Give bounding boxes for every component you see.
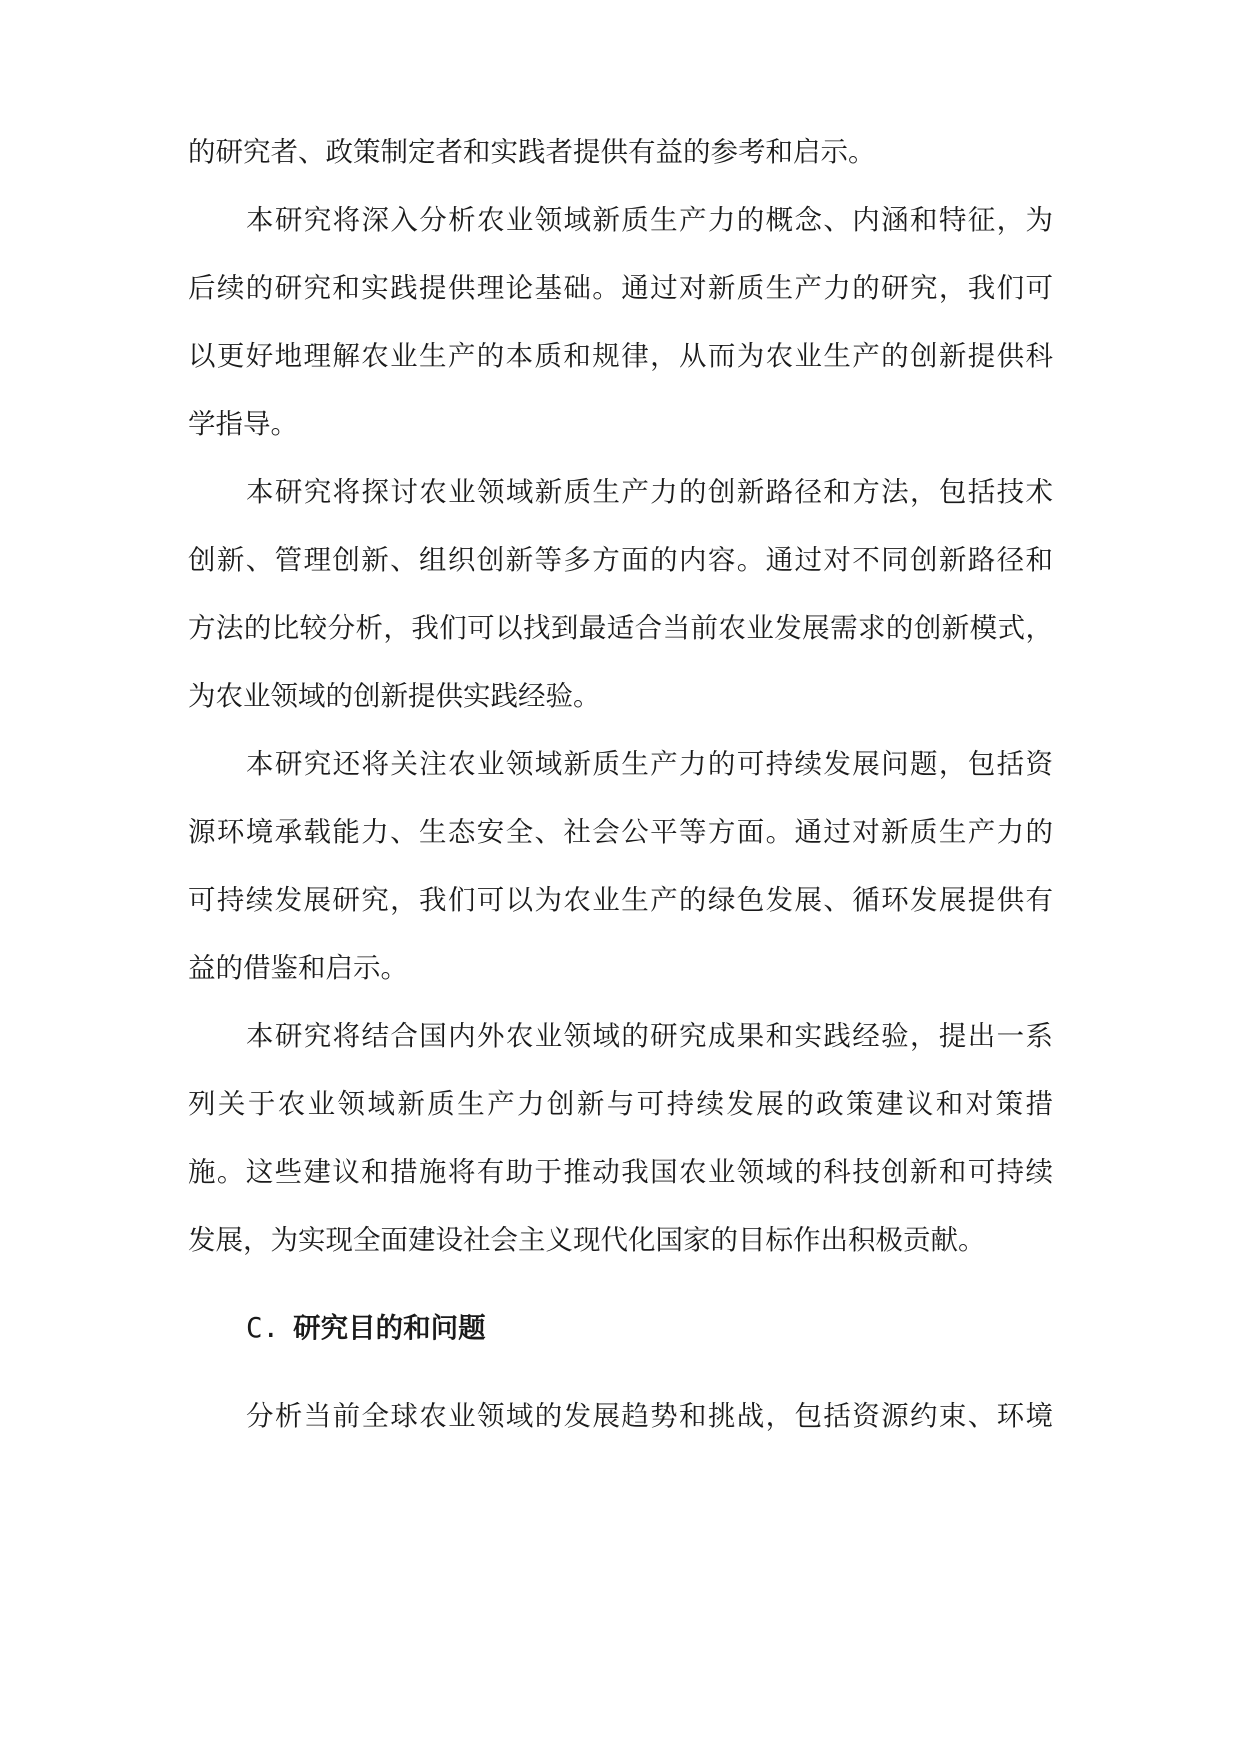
section-title: 研究目的和问题: [293, 1312, 486, 1344]
paragraph-line: 本研究将结合国内外农业领域的研究成果和实践经验，提出一系: [246, 1020, 1053, 1052]
paragraph-line: 为农业领域的创新提供实践经验。: [188, 680, 601, 712]
paragraph-line: 本研究将探讨农业领域新质生产力的创新路径和方法，包括技术: [246, 476, 1053, 508]
paragraph-line: 发展，为实现全面建设社会主义现代化国家的目标作出积极贡献。: [188, 1224, 986, 1256]
paragraph-line: 可持续发展研究，我们可以为农业生产的绿色发展、循环发展提供有: [188, 884, 1053, 916]
paragraph-line: 列关于农业领域新质生产力创新与可持续发展的政策建议和对策措: [188, 1088, 1053, 1120]
paragraph-line: 创新、管理创新、组织创新等多方面的内容。通过对不同创新路径和: [188, 544, 1053, 576]
paragraph-line: 源环境承载能力、生态安全、社会公平等方面。通过对新质生产力的: [188, 816, 1053, 848]
paragraph-line: 施。这些建议和措施将有助于推动我国农业领域的科技创新和可持续: [188, 1156, 1053, 1188]
paragraph-line: 学指导。: [188, 408, 298, 440]
paragraph-line: 方法的比较分析，我们可以找到最适合当前农业发展需求的创新模式，: [188, 612, 1053, 644]
paragraph-line: 益的借鉴和启示。: [188, 952, 408, 984]
paragraph-line: 后续的研究和实践提供理论基础。通过对新质生产力的研究，我们可: [188, 272, 1053, 304]
paragraph-line: 分析当前全球农业领域的发展趋势和挑战，包括资源约束、环境: [246, 1400, 1053, 1432]
section-heading: [246, 1308, 486, 1348]
paragraph-line: 本研究将深入分析农业领域新质生产力的概念、内涵和特征，为: [246, 204, 1053, 236]
paragraph-line: 本研究还将关注农业领域新质生产力的可持续发展问题，包括资: [246, 748, 1053, 780]
paragraph-line: 以更好地理解农业生产的本质和规律，从而为农业生产的创新提供科: [188, 340, 1053, 372]
paragraph-line: 的研究者、政策制定者和实践者提供有益的参考和启示。: [188, 136, 876, 168]
section-number: C.: [246, 1312, 280, 1344]
